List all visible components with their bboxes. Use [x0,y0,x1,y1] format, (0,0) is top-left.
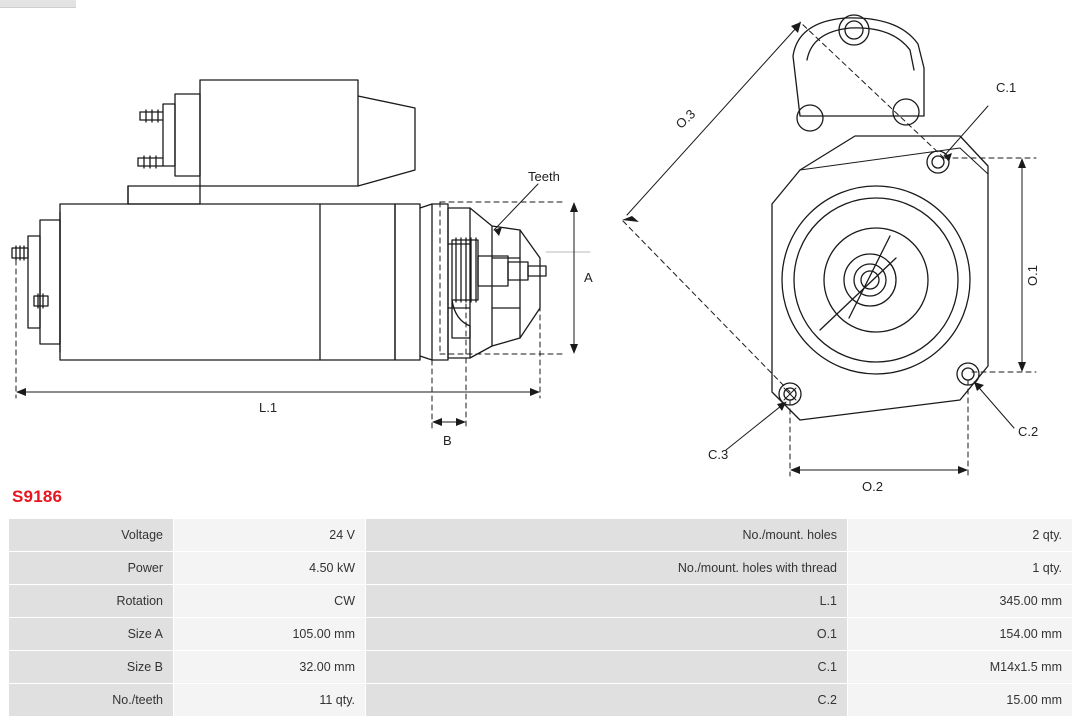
spec-label: C.2 [366,684,848,717]
spec-value: 4.50 kW [174,552,366,585]
spec-label: L.1 [366,585,848,618]
label-b: B [443,433,452,448]
spec-label: O.1 [366,618,848,651]
label-a: A [584,270,593,285]
table-row [9,519,1073,552]
spec-value: M14x1.5 mm [848,651,1073,684]
spec-label: No./mount. holes [366,519,848,552]
label-teeth: Teeth [528,169,560,184]
label-l1: L.1 [259,400,278,415]
spec-label: No./mount. holes with thread [366,552,848,585]
spec-label: C.1 [366,651,848,684]
label-o3: O.3 [672,106,699,132]
label-c3: C.3 [708,447,729,462]
spec-label: Power [9,552,174,585]
starter-motor-diagram [0,8,1080,494]
spec-value: 15.00 mm [848,684,1073,717]
table-row [9,651,1073,684]
spec-value: 154.00 mm [848,618,1073,651]
label-o1: O.1 [1025,265,1040,286]
table-row [9,552,1073,585]
part-number: S9186 [12,487,63,506]
table-row [9,585,1073,618]
spec-label: Size A [9,618,174,651]
specifications-table [8,518,1073,717]
label-c1: C.1 [996,80,1017,95]
spec-value: 2 qty. [848,519,1073,552]
spec-value: 32.00 mm [174,651,366,684]
label-c2: C.2 [1018,424,1039,439]
spec-value: 105.00 mm [174,618,366,651]
spec-label: No./teeth [9,684,174,717]
table-row [9,618,1073,651]
spec-value: 345.00 mm [848,585,1073,618]
spec-value: CW [174,585,366,618]
spec-label: Voltage [9,519,174,552]
label-o2: O.2 [862,479,883,494]
table-row [9,684,1073,717]
top-strip [0,0,76,8]
spec-label: Rotation [9,585,174,618]
spec-value: 24 V [174,519,366,552]
spec-label: Size B [9,651,174,684]
spec-value: 1 qty. [848,552,1073,585]
spec-value: 11 qty. [174,684,366,717]
